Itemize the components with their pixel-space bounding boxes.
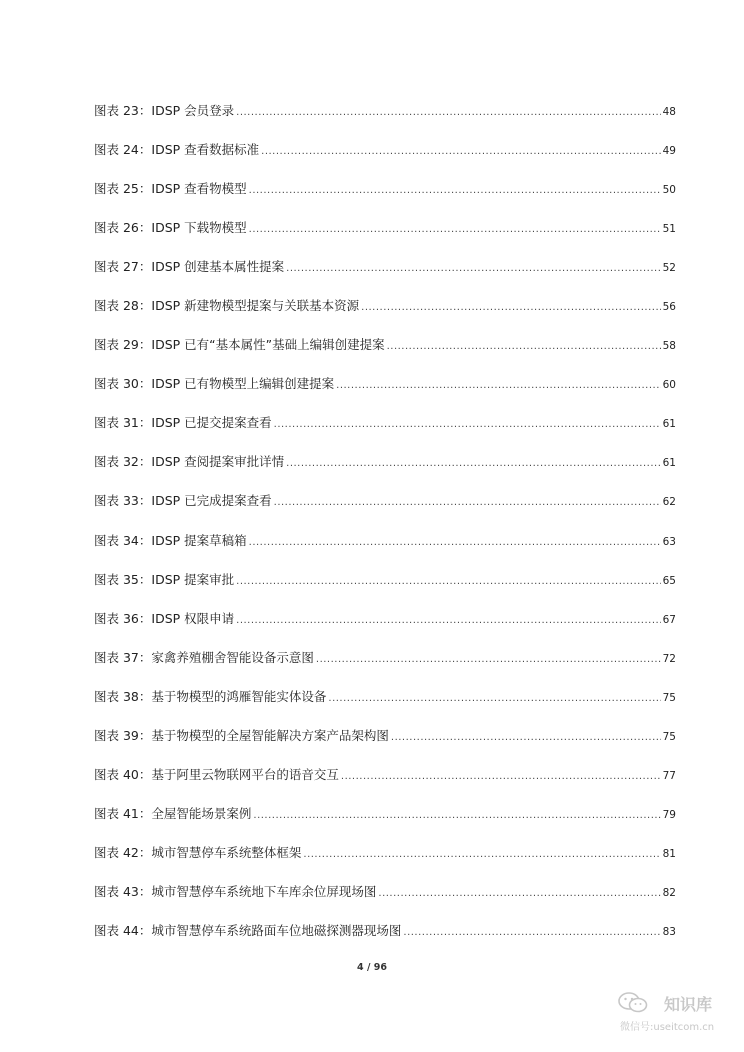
toc-entry-label: 图表 25：IDSP 查看物模型 [94, 181, 247, 197]
toc-entry-page: 81 [662, 847, 676, 860]
toc-entry[interactable] [94, 648, 676, 687]
dot-leader [236, 103, 660, 123]
dot-leader [253, 806, 660, 826]
toc-entry-page: 65 [662, 574, 676, 587]
toc-entry[interactable] [94, 257, 676, 296]
toc-entry[interactable] [94, 374, 676, 413]
toc-entry-page: 58 [662, 340, 676, 353]
toc-entry-label: 图表 26：IDSP 下载物模型 [94, 220, 247, 236]
dot-leader [249, 533, 661, 553]
toc-entry-page: 62 [662, 496, 676, 509]
toc-entry[interactable] [94, 882, 676, 921]
dot-leader [378, 884, 660, 904]
toc-entry-page: 77 [662, 769, 676, 782]
toc-entry-label: 图表 24：IDSP 查看数据标准 [94, 142, 260, 158]
dot-leader [249, 220, 661, 240]
dot-leader [316, 650, 661, 670]
toc-entry-page: 63 [662, 535, 676, 548]
toc-entry[interactable] [94, 570, 676, 609]
dot-leader [274, 493, 661, 513]
table-of-figures [94, 101, 676, 960]
watermark-brand: 知识库 [664, 995, 713, 1014]
toc-entry[interactable] [94, 218, 676, 257]
toc-entry-page: 75 [662, 691, 676, 704]
toc-entry-page: 75 [662, 730, 676, 743]
wechat-icon [618, 992, 648, 1014]
dot-leader [341, 767, 661, 787]
dot-leader [328, 689, 660, 709]
toc-entry-label: 图表 32：IDSP 查阅提案审批详情 [94, 454, 285, 470]
toc-entry[interactable] [94, 452, 676, 491]
dot-leader [387, 337, 661, 357]
toc-entry-label: 图表 30：IDSP 已有物模型上编辑创建提案 [94, 376, 335, 392]
toc-entry-label: 图表 44：城市智慧停车系统路面车位地磁探测器现场图 [94, 922, 402, 938]
toc-entry-page: 61 [662, 418, 676, 431]
toc-entry[interactable] [94, 296, 676, 335]
page-number-footer: 4 / 96 [357, 962, 387, 973]
toc-entry[interactable] [94, 726, 676, 765]
toc-entry[interactable] [94, 687, 676, 726]
toc-entry-page: 67 [662, 613, 676, 626]
toc-entry-label: 图表 43：城市智慧停车系统地下车库余位屏现场图 [94, 883, 377, 899]
toc-entry[interactable] [94, 140, 676, 179]
toc-entry-label: 图表 23：IDSP 会员登录 [94, 103, 235, 118]
toc-entry-page: 49 [662, 145, 676, 158]
toc-entry[interactable] [94, 531, 676, 570]
toc-entry-label: 图表 38：基于物模型的鸿雁智能实体设备 [94, 688, 327, 704]
toc-entry-label: 图表 41：全屋智能场景案例 [94, 805, 252, 821]
dot-leader [249, 181, 661, 201]
toc-entry-page: 48 [662, 106, 676, 118]
toc-entry[interactable] [94, 179, 676, 218]
toc-entry-label: 图表 31：IDSP 已提交提案查看 [94, 415, 272, 431]
toc-entry-page: 82 [662, 886, 676, 899]
toc-entry-label: 图表 33：IDSP 已完成提案查看 [94, 493, 272, 509]
toc-entry[interactable] [94, 413, 676, 452]
toc-entry-label: 图表 29：IDSP 已有“基本属性”基础上编辑创建提案 [94, 337, 385, 353]
toc-entry[interactable] [94, 921, 676, 960]
toc-entry-page: 52 [662, 262, 676, 275]
toc-entry-label: 图表 36：IDSP 权限申请 [94, 610, 235, 626]
dot-leader [236, 611, 660, 631]
toc-entry[interactable] [94, 101, 676, 140]
dot-leader [361, 298, 660, 318]
toc-entry[interactable] [94, 491, 676, 530]
dot-leader [286, 454, 660, 474]
toc-entry-label: 图表 28：IDSP 新建物模型提案与关联基本资源 [94, 298, 360, 314]
toc-entry[interactable] [94, 609, 676, 648]
dot-leader [391, 728, 661, 748]
toc-entry-page: 72 [662, 652, 676, 665]
toc-entry-page: 60 [662, 379, 676, 392]
toc-entry-label: 图表 34：IDSP 提案草稿箱 [94, 532, 247, 548]
dot-leader [236, 572, 660, 592]
dot-leader [336, 376, 660, 396]
dot-leader [274, 415, 661, 435]
toc-entry-page: 83 [662, 925, 676, 938]
dot-leader [261, 142, 660, 162]
toc-entry-label: 图表 27：IDSP 创建基本属性提案 [94, 259, 285, 275]
dot-leader [403, 923, 660, 943]
toc-entry-page: 50 [662, 184, 676, 197]
toc-entry-page: 51 [662, 223, 676, 236]
toc-entry[interactable] [94, 765, 676, 804]
toc-entry[interactable] [94, 843, 676, 882]
watermark-account: 微信号:useitcom.cn [620, 1022, 715, 1033]
toc-entry-label: 图表 42：城市智慧停车系统整体框架 [94, 844, 302, 860]
toc-entry-label: 图表 39：基于物模型的全屋智能解决方案产品架构图 [94, 727, 389, 743]
toc-entry-label: 图表 35：IDSP 提案审批 [94, 571, 235, 587]
toc-entry[interactable] [94, 804, 676, 843]
toc-entry-label: 图表 37：家禽养殖棚舍智能设备示意图 [94, 649, 314, 665]
watermark [618, 990, 730, 1034]
toc-entry-label: 图表 40：基于阿里云物联网平台的语音交互 [94, 766, 339, 782]
toc-entry-page: 61 [662, 457, 676, 470]
dot-leader [286, 259, 660, 279]
toc-entry-page: 79 [662, 808, 676, 821]
toc-entry-page: 56 [662, 301, 676, 314]
dot-leader [303, 845, 660, 865]
toc-entry[interactable] [94, 335, 676, 374]
